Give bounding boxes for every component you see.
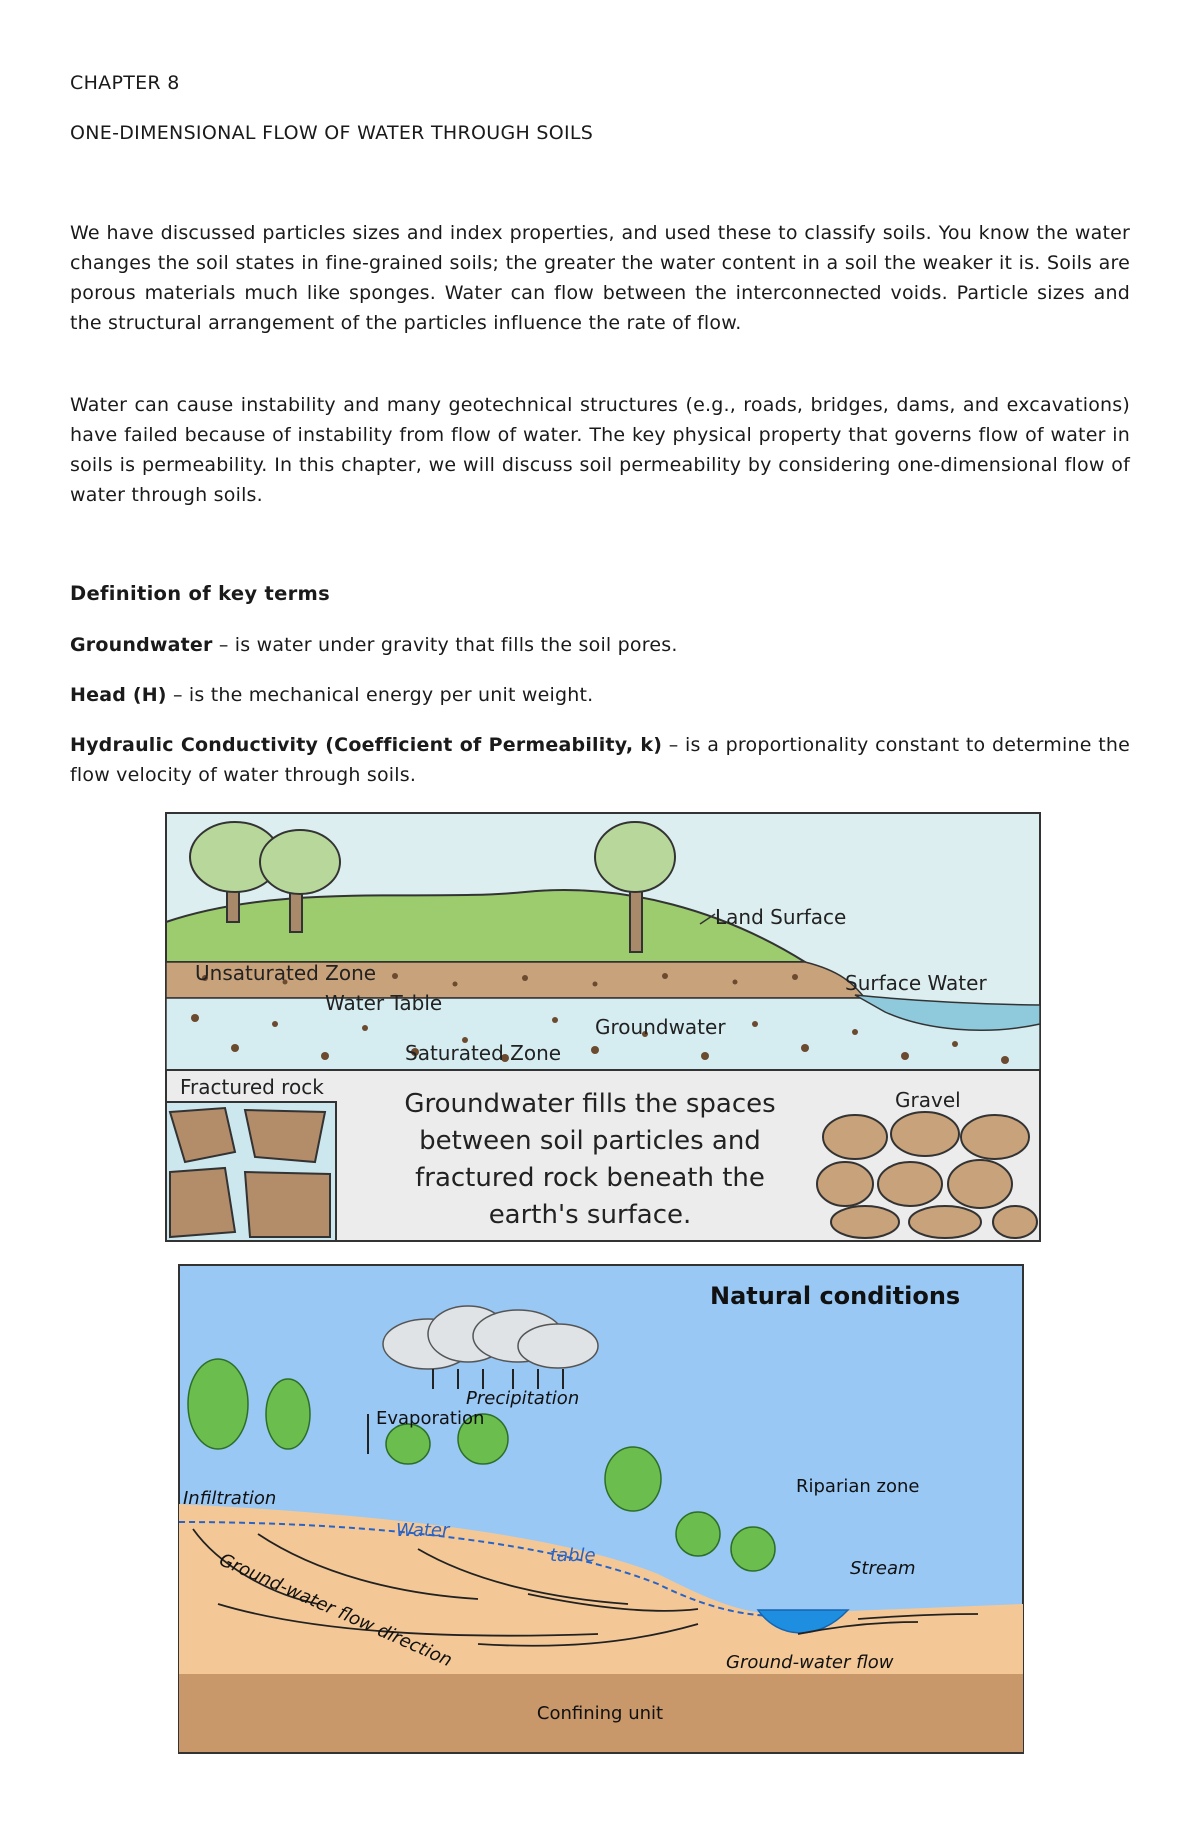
label-title: Natural conditions [710, 1282, 961, 1310]
chapter-title: ONE-DIMENSIONAL FLOW OF WATER THROUGH SOILS [70, 122, 594, 144]
label-infiltration: Infiltration [183, 1488, 277, 1509]
definition-head [70, 680, 1130, 710]
label-stream: Stream [850, 1558, 916, 1579]
label-riparian-zone: Riparian zone [796, 1476, 920, 1497]
caption-line-2: between soil particles and [419, 1126, 761, 1156]
label-table: table [550, 1545, 596, 1566]
definitions-heading: Definition of key terms [70, 582, 331, 605]
label-water: Water [396, 1520, 450, 1541]
natural-conditions-diagram [178, 1264, 1024, 1754]
label-land-surface: Land Surface [715, 905, 847, 929]
definition-hydraulic-conductivity [70, 730, 1130, 790]
label-groundwater: Groundwater [595, 1015, 726, 1039]
label-gravel: Gravel [895, 1088, 961, 1112]
label-surface-water: Surface Water [845, 971, 987, 995]
label-saturated-zone: Saturated Zone [405, 1041, 562, 1065]
definition-text: – is the mechanical energy per unit weight. [166, 684, 594, 706]
definition-groundwater [70, 630, 1130, 660]
definition-term: Head (H) [70, 684, 167, 706]
definition-text: – is a proportionality constant to determine the flow velocity of water through soils. [70, 734, 1130, 786]
caption-line-1: Groundwater fills the spaces [404, 1089, 776, 1119]
label-unsaturated-zone: Unsaturated Zone [195, 961, 377, 985]
definition-term: Hydraulic Conductivity (Coefficient of Permeability, k) [70, 734, 663, 756]
intro-paragraph-2: Water can cause instability and many geotechnical structures (e.g., roads, bridges, dams, and excavations) have failed because of instability from flow of water. The key physical property that governs flow of water in soils is permeability. In this chapter, we will discuss soil permeability by considering one-dimensional flow of water through soils. [70, 394, 1130, 506]
label-groundwater-flow: Ground-water flow [726, 1652, 894, 1673]
gravel-graphic [817, 1112, 1038, 1240]
label-flow-direction: Ground-water flow direction [215, 1549, 456, 1672]
definition-term: Groundwater [70, 634, 213, 656]
label-precipitation: Precipitation [466, 1388, 580, 1409]
caption-line-4: earth's surface. [488, 1200, 692, 1230]
label-evaporation: Evaporation [376, 1408, 485, 1429]
chapter-label: CHAPTER 8 [70, 72, 180, 94]
label-water-table: Water Table [325, 991, 443, 1015]
label-fractured-rock: Fractured rock [180, 1075, 324, 1099]
definition-text: – is water under gravity that fills the soil pores. [212, 634, 678, 656]
fractured-rock-graphic [166, 1102, 336, 1241]
label-confining-unit: Confining unit [536, 1703, 664, 1724]
groundwater-illustration [165, 812, 1041, 1242]
caption-line-3: fractured rock beneath the [415, 1163, 765, 1193]
intro-paragraph-1: We have discussed particles sizes and index properties, and used these to classify soils. You know the water changes the soil states in fine-grained soils; the greater the water content in a soil the weaker it is. Soils are porous materials much like sponges. Water can flow between the interconnected voids. Particle sizes and the structural arrangement of the particles influence the rate of flow. [70, 222, 1130, 334]
